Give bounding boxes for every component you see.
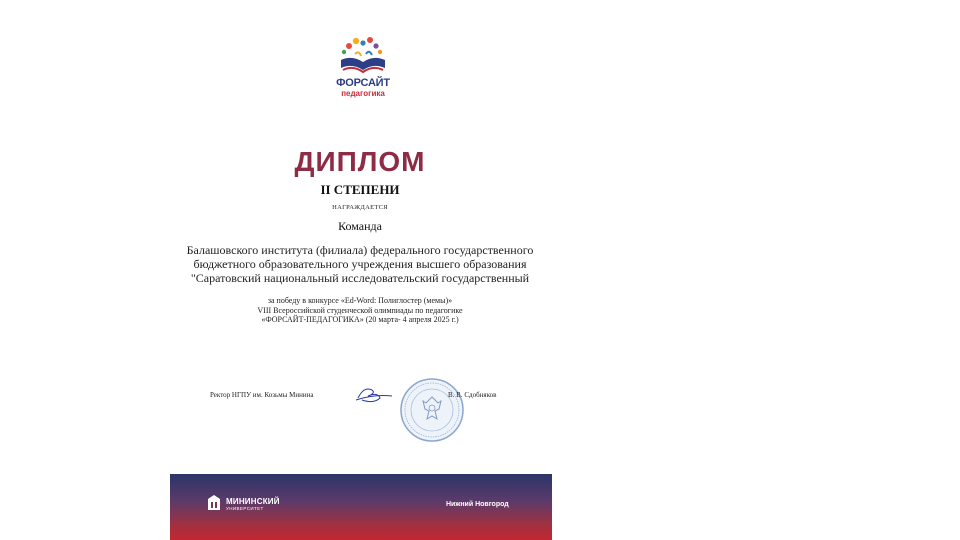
logo-main-text: ФОРСАЙТ — [336, 77, 390, 89]
diploma-degree: II СТЕПЕНИ — [320, 182, 400, 197]
logo-text — [325, 78, 401, 98]
organization-line: Балашовского института (филиала) федерального государственного — [186, 243, 534, 257]
reason-block — [160, 296, 560, 325]
official-seal — [399, 377, 465, 443]
diploma-title: ДИПЛОМ — [294, 146, 426, 177]
logo-sub-text: педагогика — [341, 89, 385, 98]
recipient-name: Команда — [338, 219, 382, 233]
rector-name: В. В. Сдобняков — [448, 391, 497, 399]
city-name: Нижний Новгород — [446, 501, 509, 508]
university-subtitle: УНИВЕРСИТЕТ — [226, 506, 264, 511]
forsight-logo-icon — [325, 34, 401, 78]
reason-line: VIII Всероссийской студенческой олимпиады по педагогике — [257, 305, 463, 315]
rector-title: Ректор НГПУ им. Козьмы Минина — [210, 391, 314, 399]
reason-line: «ФОРСАЙТ-ПЕДАГОГИКА» (20 марта- 4 апреля 2025 г.) — [261, 315, 459, 324]
awarded-label: НАГРАЖДАЕТСЯ — [332, 204, 388, 211]
organization-line: "Саратовский национальный исследовательский государственный — [190, 271, 530, 285]
organization-line: бюджетного образовательного учреждения высшего образования — [193, 257, 527, 271]
footer-banner — [170, 474, 552, 540]
forsight-logo — [325, 34, 401, 100]
university-name: МИНИНСКИЙ — [226, 497, 280, 506]
organization-block — [160, 243, 560, 285]
reason-line: за победу в конкурсе «Ed-Word: Полиглостер (мемы)» — [267, 296, 453, 305]
university-building-icon — [206, 494, 222, 512]
signature-image — [354, 382, 394, 406]
